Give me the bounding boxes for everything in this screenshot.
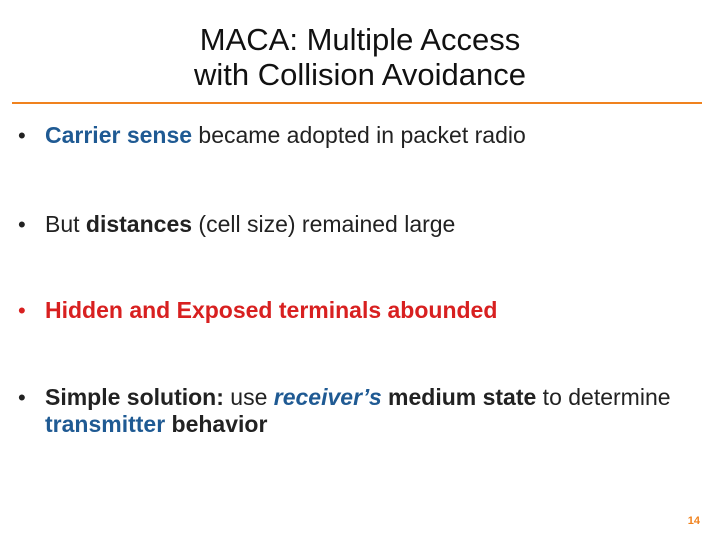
term-simple-solution: Simple solution: <box>45 384 224 410</box>
term-medium-state: medium state <box>388 384 537 410</box>
slide-title <box>0 22 720 92</box>
term-transmitter: transmitter <box>45 411 166 437</box>
bullet-item-2 <box>18 211 678 238</box>
bullet-4-use: use <box>223 384 274 410</box>
bullet-text-4 <box>45 384 678 438</box>
bullet-text-1 <box>45 122 678 149</box>
term-behavior: behavior <box>171 411 268 437</box>
term-receivers: receiver’s <box>273 384 382 410</box>
bullet-marker: • <box>18 123 26 148</box>
slide-title-line-1: MACA: Multiple Access <box>199 22 521 57</box>
term-distances: distances <box>85 211 193 237</box>
bullet-2-prefix: But <box>45 211 86 237</box>
bullet-item-4 <box>18 384 678 438</box>
title-divider <box>12 102 702 104</box>
bullet-2-rest: (cell size) remained large <box>192 211 456 237</box>
bullet-marker: • <box>18 385 26 410</box>
bullet-item-1 <box>18 122 678 149</box>
bullet-marker: • <box>18 212 26 237</box>
slide-title-line-2: with Collision Avoidance <box>193 57 526 92</box>
bullet-text-3: Hidden and Exposed terminals abounded <box>45 297 498 323</box>
bullet-marker: • <box>18 298 26 323</box>
bullet-4-to-determine: to determine <box>536 384 671 410</box>
bullet-1-rest: became adopted in packet radio <box>192 122 526 148</box>
bullet-text-2 <box>45 211 678 238</box>
page-number: 14 <box>687 515 700 527</box>
term-carrier-sense: Carrier sense <box>45 122 193 148</box>
bullet-item-3 <box>18 297 678 324</box>
